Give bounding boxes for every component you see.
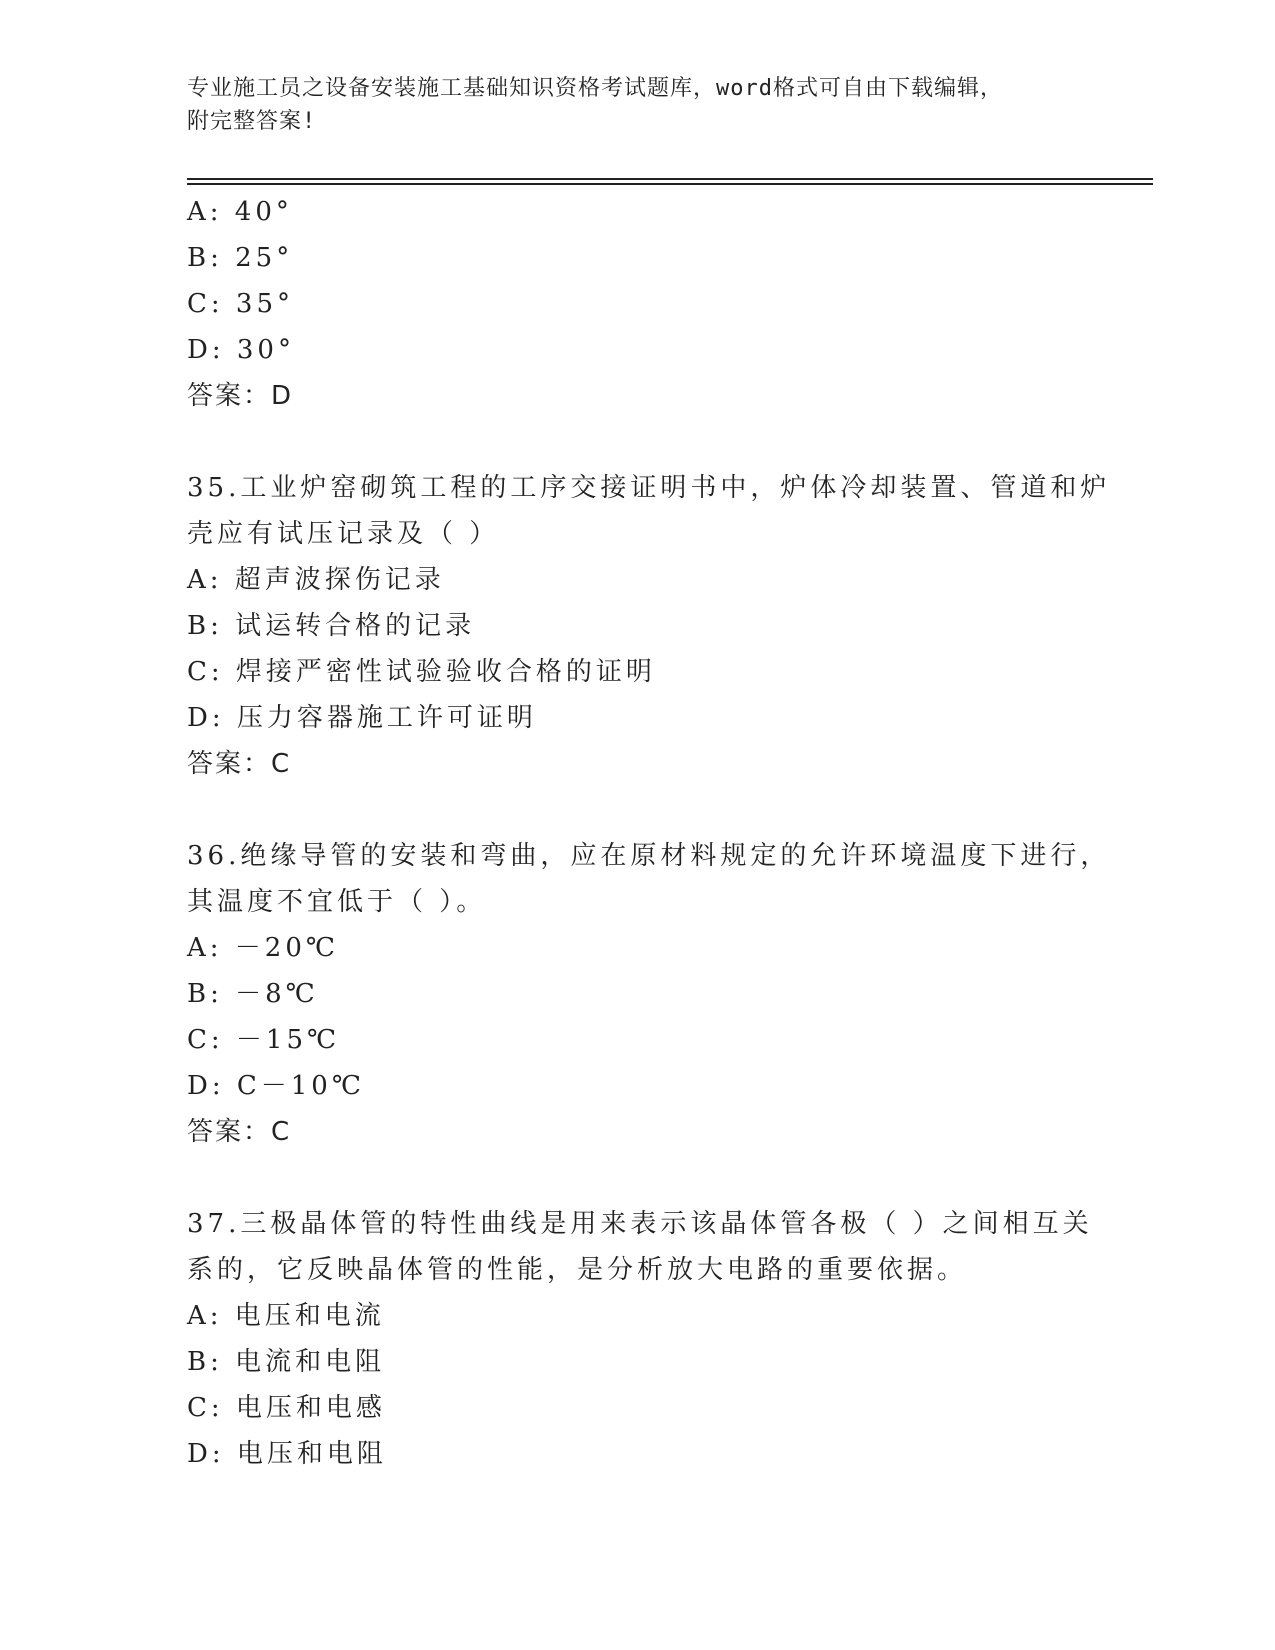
document-header: [187, 72, 1087, 138]
option-c: C: 35°: [187, 289, 295, 319]
answer: 答案：C: [187, 1117, 292, 1147]
question-35: [187, 465, 1111, 787]
question-stem: 36.绝缘导管的安装和弯曲，应在原材料规定的允许环境温度下进行，: [187, 841, 1111, 871]
option-b: B: 试运转合格的记录: [187, 611, 476, 641]
option-b: B: 电流和电阻: [187, 1347, 386, 1377]
option-d: D: 电压和电阻: [187, 1439, 387, 1469]
option-b: B: 25°: [187, 243, 294, 273]
question-36: [187, 833, 1111, 1155]
option-a: A: －20℃: [187, 933, 339, 963]
header-line-2: 附完整答案!: [187, 109, 317, 134]
header-line-1: 专业施工员之设备安装施工基础知识资格考试题库，word格式可自由下载编辑，: [187, 76, 1003, 101]
option-c: C: －15℃: [187, 1025, 341, 1055]
spacer: [187, 787, 1087, 833]
option-d: D: 30°: [187, 335, 295, 365]
answer: 答案：D: [187, 381, 294, 411]
header-divider-bottom: [187, 183, 1153, 185]
question-stem: 系的，它反映晶体管的性能，是分析放大电路的重要依据。: [187, 1255, 968, 1285]
question-34-options: [187, 189, 1087, 419]
question-stem: 35.工业炉窑砌筑工程的工序交接证明书中，炉体冷却装置、管道和炉: [187, 473, 1111, 503]
option-a: A: 电压和电流: [187, 1301, 385, 1331]
question-37: [187, 1201, 1093, 1477]
option-c: C: 电压和电感: [187, 1393, 386, 1423]
option-a: A: 40°: [187, 197, 293, 227]
spacer: [187, 1155, 1087, 1201]
option-c: C: 焊接严密性试验验收合格的证明: [187, 657, 656, 687]
spacer: [187, 419, 1087, 465]
question-stem: 其温度不宜低于（ ）。: [187, 887, 487, 917]
option-b: B: －8℃: [187, 979, 319, 1009]
question-stem: 壳应有试压记录及（ ）: [187, 519, 500, 549]
answer: 答案：C: [187, 749, 292, 779]
question-stem: 37.三极晶体管的特性曲线是用来表示该晶体管各极（ ）之间相互关: [187, 1209, 1093, 1239]
option-d: D: C－10℃: [187, 1071, 365, 1101]
option-d: D: 压力容器施工许可证明: [187, 703, 537, 733]
header-divider-top: [187, 178, 1153, 180]
question-list: [187, 189, 1111, 1477]
option-a: A: 超声波探伤记录: [187, 565, 445, 595]
